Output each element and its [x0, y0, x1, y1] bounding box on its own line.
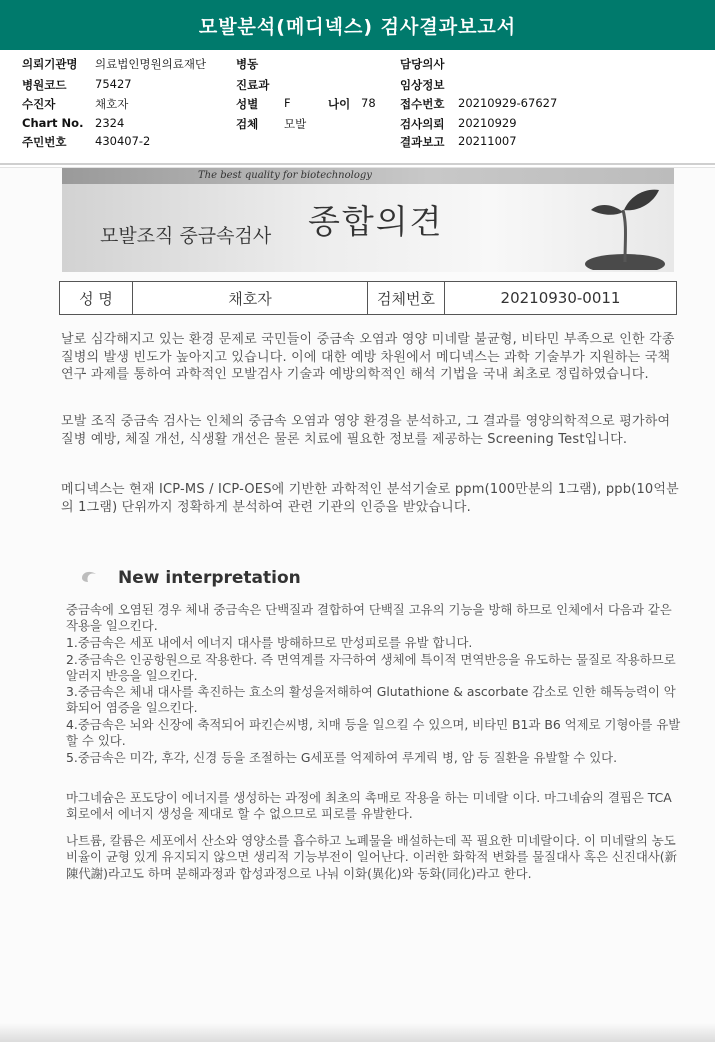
interpretation-item: 1.중금속은 세포 내에서 에너지 대사를 방해하므로 만성피로를 유발 합니다.	[66, 635, 473, 650]
swirl-icon	[78, 568, 102, 588]
hospital-code-label: 병원코드	[22, 78, 67, 92]
summary-title: 종합의견	[308, 202, 444, 241]
age-label: 나이	[328, 97, 351, 111]
sex-label: 성별	[236, 97, 259, 111]
sprout-icon	[585, 180, 665, 270]
institution-label: 의뢰기관명	[22, 57, 78, 71]
specimen-value: 모발	[284, 117, 307, 131]
report-title: 모발분석(메디넥스) 검사결과보고서	[0, 0, 715, 50]
institution-value: 의료법인명원의료재단	[95, 57, 207, 71]
specimen-no-value: 20210930-0011	[500, 289, 621, 307]
tagline: The best quality for biotechnology	[198, 170, 372, 181]
patient-info-panel	[0, 50, 715, 162]
name-table	[59, 281, 677, 315]
sex-value: F	[284, 96, 291, 110]
name-label: 성 명	[60, 282, 133, 314]
patient-label: 수진자	[22, 97, 56, 111]
report-date-label: 결과보고	[400, 135, 445, 149]
chart-no-value: 2324	[95, 116, 125, 130]
intro-paragraph: 메디넥스는 현재 ICP-MS / ICP-OES에 기반한 과학적인 분석기술로 ppm(100만분의 1그램), ppb(10억분의 1그램) 단위까지 정확하게 분석하여 관련 기관의 인증을 받았습니다.	[61, 482, 679, 515]
magnesium-paragraph: 마그네슘은 포도당이 에너지를 생성하는 과정에 최초의 촉매로 작용을 하는 미네랄 이다. 마그네슘의 결핍은 TCA 회로에서 에너지 생성을 제대로 할 수 없으므로 피로를 유발한다.	[66, 790, 672, 822]
scanned-report-page	[0, 168, 715, 1042]
interpretation-item: 3.중금속은 체내 대사를 촉진하는 효소의 활성을저해하여 Glutathione & ascorbate 감소로 인한 해독능력이 악화되어 염증을 일으킨다.	[66, 684, 676, 716]
request-date-label: 검사의뢰	[400, 117, 445, 131]
receipt-no-label: 접수번호	[400, 97, 445, 111]
doctor-label: 담당의사	[400, 57, 445, 71]
receipt-no-value: 20210929-67627	[458, 96, 558, 110]
intro-paragraph: 날로 심각해지고 있는 환경 문제로 국민들이 중금속 오염과 영양 미네랄 불균형, 비타민 부족으로 인한 각종 질병의 발생 빈도가 높아지고 있습니다. 이에 대한 예방 차원에서 메디넥스는 과학 기술부가 지원하는 국책 연구 과제를 통하여 과학적인 모발검사 기술과 예방의학적인 해석 기법을 국내 최초로 정립하였습니다.	[61, 332, 675, 382]
specimen-label: 검체	[236, 117, 259, 131]
page-edge	[0, 1023, 715, 1042]
name-value: 채호자	[133, 282, 368, 314]
patient-value: 채호자	[95, 97, 129, 111]
interpretation-paragraph: 중금속에 오염된 경우 체내 중금속은 단백질과 결합하여 단백질 고유의 기능을 방해 하므로 인체에서 다음과 같은 작용을 일으킨다.	[66, 602, 672, 634]
report-date-value: 20211007	[458, 134, 517, 148]
resident-no-value: 430407-2	[95, 134, 151, 148]
subtitle: 모발조직 중금속검사	[100, 225, 272, 247]
divider	[0, 163, 715, 165]
interpretation-item: 4.중금속은 뇌와 신장에 축적되어 파킨슨씨병, 치매 등을 일으킬 수 있으며, 비타민 B1과 B6 억제로 기형아를 유발할 수 있다.	[66, 717, 681, 749]
interpretation-item: 5.중금속은 미각, 후각, 신경 등을 조절하는 G세포를 억제하여 루게릭 병, 암 등 질환을 유발할 수 있다.	[66, 750, 618, 765]
request-date-value: 20210929	[458, 116, 517, 130]
resident-no-label: 주민번호	[22, 135, 67, 149]
hospital-code-value: 75427	[95, 77, 132, 91]
section-title: New interpretation	[118, 568, 301, 588]
specimen-no-label: 검체번호	[368, 282, 445, 314]
clinical-info-label: 임상정보	[400, 78, 445, 92]
age-value: 78	[361, 96, 376, 110]
ward-label: 병동	[236, 57, 259, 71]
interpretation-item: 2.중금속은 인공항원으로 작용한다. 즉 면역계를 자극하여 생체에 특이적 면역반응을 유도하는 물질로 작용하므로 알러지 반응을 일으킨다.	[66, 652, 676, 684]
department-label: 진료과	[236, 78, 270, 92]
chart-no-label: Chart No.	[22, 116, 84, 130]
sodium-potassium-paragraph: 나트륨, 칼륨은 세포에서 산소와 영양소를 흡수하고 노폐물을 배설하는데 꼭 필요한 미네랄이다. 이 미네랄의 농도 비율이 균형 있게 유지되지 않으면 생리적 기능부전이 일어난다. 이러한 화학적 변화를 물질대사 혹은 신진대사(新陳代謝)라고도 하며 분해과정과 합성과정으로 나눠 이화(異化)와 동화(同化)라고 한다.	[66, 833, 677, 881]
intro-paragraph: 모발 조직 중금속 검사는 인체의 중금속 오염과 영양 환경을 분석하고, 그 결과를 영양의학적으로 평가하여 질병 예방, 체질 개선, 식생활 개선은 물론 치료에 필요한 정보를 제공하는 Screening Test입니다.	[61, 414, 671, 447]
